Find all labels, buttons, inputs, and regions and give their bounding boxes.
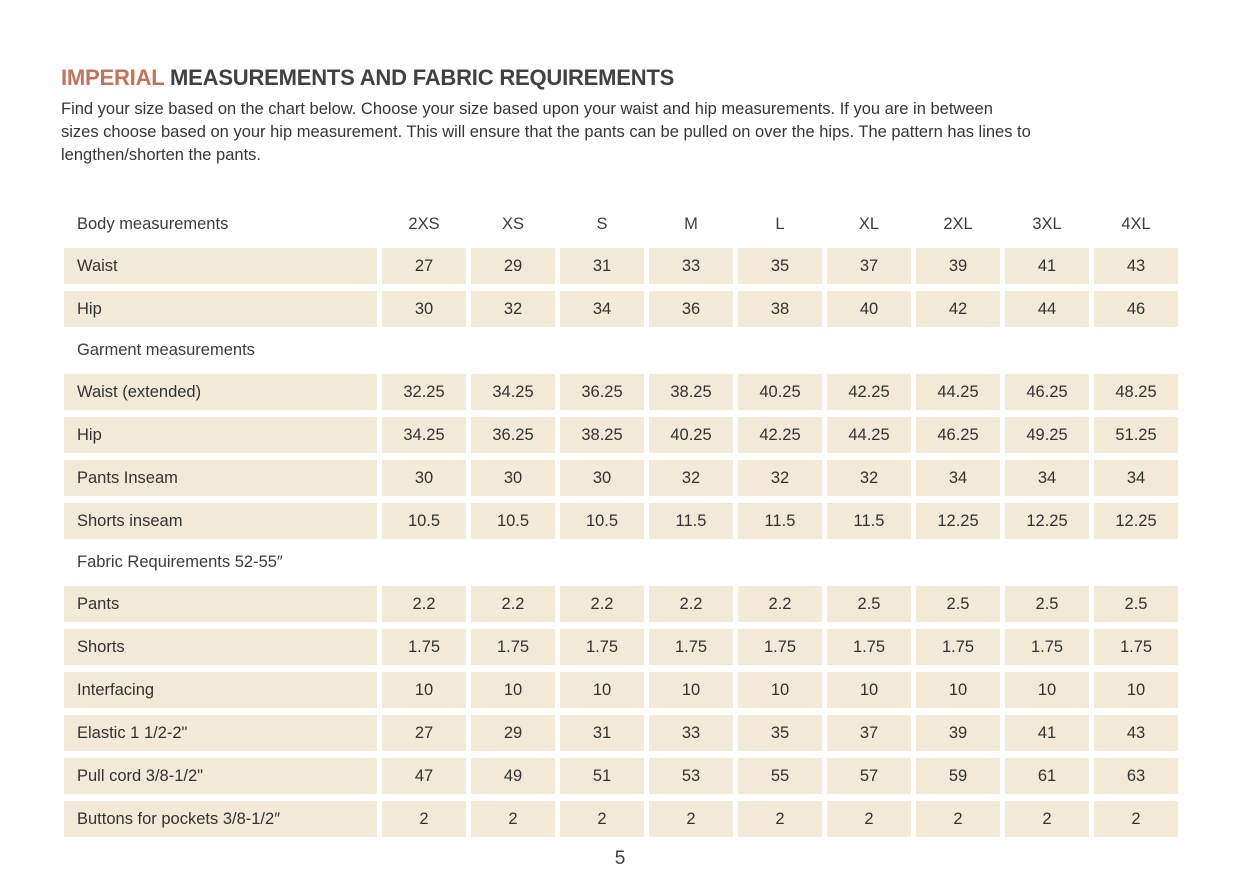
value-cell: 63 [1094,758,1178,794]
value-cell: 32 [738,460,822,496]
value-cell: 30 [382,291,466,327]
value-cell: 32 [649,460,733,496]
value-cell: 55 [738,758,822,794]
size-header: L [775,215,785,233]
row-label: Waist [64,248,377,284]
page-title-accent: IMPERIAL [61,65,165,90]
value-cell: 2.5 [1005,586,1089,622]
value-cell: 1.75 [560,629,644,665]
value-cell: 42.25 [827,374,911,410]
value-cell: 33 [649,248,733,284]
intro-line: Find your size based on the chart below. Choose your size based upon your waist and hip measurements. If you are in between [61,100,993,118]
value-cell: 41 [1005,248,1089,284]
value-cell: 42 [916,291,1000,327]
value-cell: 2.2 [560,586,644,622]
value-cell: 44 [1005,291,1089,327]
value-cell: 10.5 [471,503,555,539]
value-cell: 31 [560,715,644,751]
value-cell: 2.2 [382,586,466,622]
value-cell: 31 [560,248,644,284]
value-cell: 2 [649,801,733,837]
value-cell: 38 [738,291,822,327]
value-cell: 1.75 [471,629,555,665]
row-label: Hip [64,291,377,327]
row-label: Pants [64,586,377,622]
value-cell: 33 [649,715,733,751]
value-cell: 10.5 [382,503,466,539]
value-cell: 10 [649,672,733,708]
value-cell: 12.25 [1005,503,1089,539]
value-cell: 47 [382,758,466,794]
value-cell: 1.75 [1094,629,1178,665]
value-cell: 43 [1094,715,1178,751]
value-cell: 40.25 [649,417,733,453]
value-cell: 32 [827,460,911,496]
value-cell: 40.25 [738,374,822,410]
value-cell: 37 [827,248,911,284]
value-cell: 34 [560,291,644,327]
page-title [61,64,1240,91]
value-cell: 34 [1094,460,1178,496]
value-cell: 53 [649,758,733,794]
intro-line: lengthen/shorten the pants. [61,146,261,164]
row-label: Interfacing [64,672,377,708]
value-cell: 2.5 [916,586,1000,622]
value-cell: 2 [738,801,822,837]
row-label: Pull cord 3/8-1/2" [64,758,377,794]
value-cell: 32.25 [382,374,466,410]
intro-line: sizes choose based on your hip measurement. This will ensure that the pants can be pulled on over the hips. The pattern has lines to [61,123,1031,141]
value-cell: 34 [916,460,1000,496]
value-cell: 30 [382,460,466,496]
intro-paragraph [61,98,1240,167]
row-label: Waist (extended) [64,374,377,410]
value-cell: 51 [560,758,644,794]
value-cell: 2.5 [1094,586,1178,622]
value-cell: 34.25 [382,417,466,453]
value-cell: 2.2 [649,586,733,622]
value-cell: 46.25 [916,417,1000,453]
value-cell: 48.25 [1094,374,1178,410]
value-cell: 44.25 [916,374,1000,410]
value-cell: 2.5 [827,586,911,622]
value-cell: 57 [827,758,911,794]
value-cell: 10 [1005,672,1089,708]
value-cell: 36 [649,291,733,327]
value-cell: 11.5 [827,503,911,539]
page-title-rest: MEASUREMENTS AND FABRIC REQUIREMENTS [164,65,675,90]
page-number: 5 [614,848,626,869]
size-header: 4XL [1121,215,1151,233]
value-cell: 1.75 [738,629,822,665]
value-cell: 2.2 [471,586,555,622]
value-cell: 34.25 [471,374,555,410]
value-cell: 12.25 [1094,503,1178,539]
value-cell: 38.25 [560,417,644,453]
value-cell: 38.25 [649,374,733,410]
value-cell: 43 [1094,248,1178,284]
value-cell: 1.75 [649,629,733,665]
size-header: M [684,215,698,233]
value-cell: 35 [738,248,822,284]
value-cell: 1.75 [382,629,466,665]
value-cell: 37 [827,715,911,751]
row-label: Pants Inseam [64,460,377,496]
value-cell: 2 [827,801,911,837]
size-header: 2XL [943,215,973,233]
value-cell: 49.25 [1005,417,1089,453]
value-cell: 11.5 [649,503,733,539]
value-cell: 39 [916,248,1000,284]
value-cell: 36.25 [471,417,555,453]
value-cell: 39 [916,715,1000,751]
value-cell: 35 [738,715,822,751]
value-cell: 30 [471,460,555,496]
value-cell: 29 [471,715,555,751]
value-cell: 10 [471,672,555,708]
size-header: S [596,215,608,233]
value-cell: 32 [471,291,555,327]
value-cell: 2 [382,801,466,837]
size-header: XL [858,215,880,233]
value-cell: 10.5 [560,503,644,539]
row-label: Shorts [64,629,377,665]
value-cell: 40 [827,291,911,327]
value-cell: 10 [738,672,822,708]
size-table [64,195,1178,837]
value-cell: 2 [916,801,1000,837]
value-cell: 29 [471,248,555,284]
row-label: Hip [64,417,377,453]
value-cell: 30 [560,460,644,496]
section-label: Garment measurements [77,341,255,359]
value-cell: 12.25 [916,503,1000,539]
value-cell: 10 [1094,672,1178,708]
value-cell: 27 [382,715,466,751]
value-cell: 1.75 [1005,629,1089,665]
value-cell: 42.25 [738,417,822,453]
value-cell: 46.25 [1005,374,1089,410]
value-cell: 10 [916,672,1000,708]
value-cell: 41 [1005,715,1089,751]
value-cell: 51.25 [1094,417,1178,453]
value-cell: 36.25 [560,374,644,410]
value-cell: 34 [1005,460,1089,496]
value-cell: 2 [560,801,644,837]
value-cell: 2 [1005,801,1089,837]
row-label: Buttons for pockets 3/8-1/2″ [64,801,377,837]
value-cell: 49 [471,758,555,794]
value-cell: 27 [382,248,466,284]
value-cell: 59 [916,758,1000,794]
value-cell: 44.25 [827,417,911,453]
section-label: Body measurements [77,215,229,233]
value-cell: 46 [1094,291,1178,327]
row-label: Shorts inseam [64,503,377,539]
value-cell: 10 [827,672,911,708]
value-cell: 1.75 [916,629,1000,665]
row-label: Elastic 1 1/2-2" [64,715,377,751]
size-header: 2XS [408,215,440,233]
value-cell: 61 [1005,758,1089,794]
value-cell: 2.2 [738,586,822,622]
value-cell: 10 [560,672,644,708]
size-header: 3XL [1032,215,1062,233]
value-cell: 1.75 [827,629,911,665]
size-header: XS [501,215,524,233]
section-label: Fabric Requirements 52-55″ [77,553,283,571]
value-cell: 11.5 [738,503,822,539]
value-cell: 2 [471,801,555,837]
value-cell: 2 [1094,801,1178,837]
value-cell: 10 [382,672,466,708]
